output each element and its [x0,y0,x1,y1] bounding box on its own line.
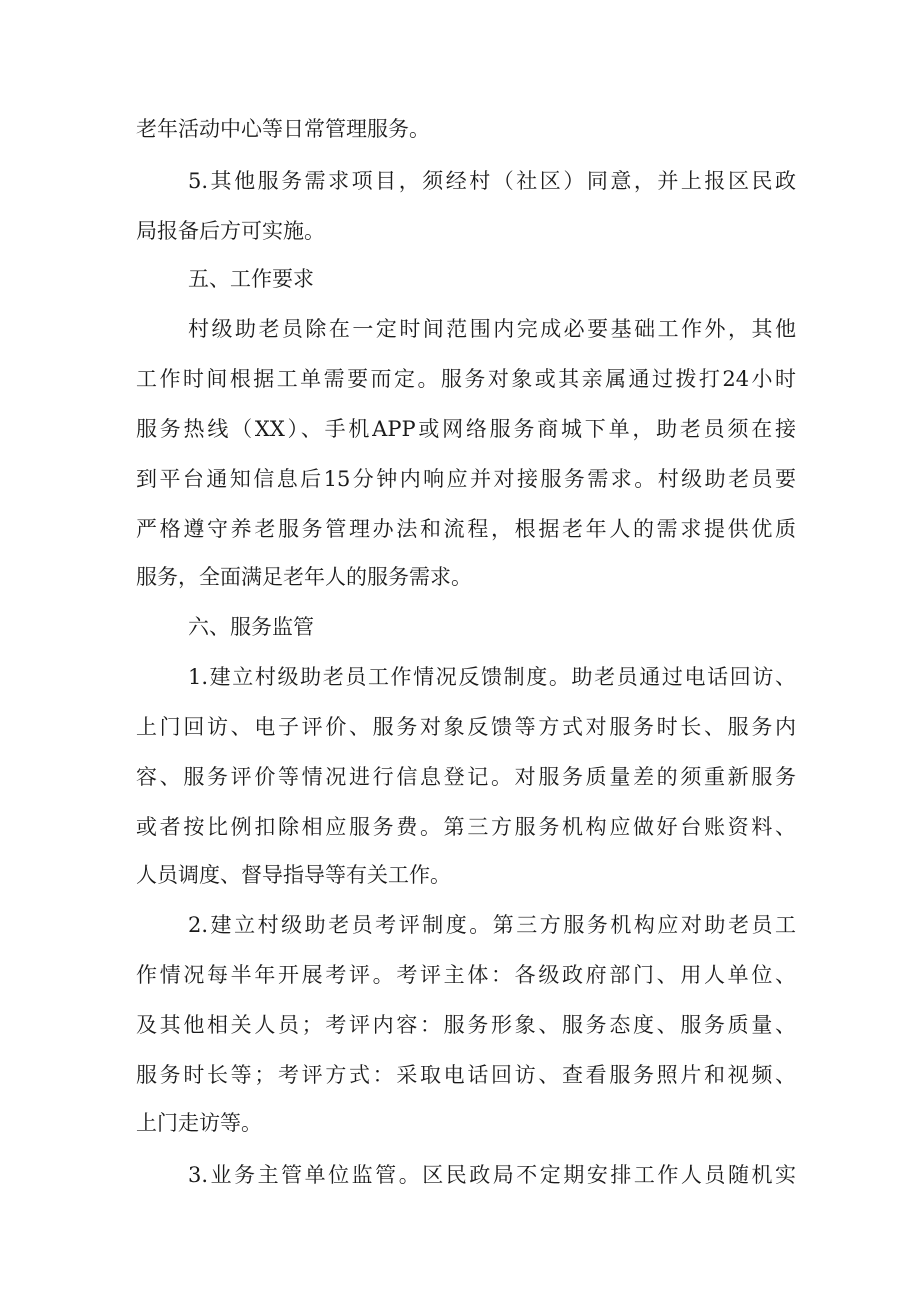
paragraph-line: 人员调度、督导指导等有关工作。 [136,863,451,887]
paragraph-line: 服务，全面满足老年人的服务需求。 [136,565,472,589]
paragraph-line: 服务热线（XX）、手机APP或网络服务商城下单，助老员须在接 [136,417,796,441]
paragraph-line: 上门走访等。 [136,1111,262,1135]
paragraph-line: 上门回访、电子评价、服务对象反馈等方式对服务时长、服务内 [136,715,796,739]
paragraph-line: 1.建立村级助老员工作情况反馈制度。助老员通过电话回访、 [188,665,796,689]
paragraph-line: 服务时长等；考评方式：采取电话回访、查看服务照片和视频、 [136,1063,796,1087]
paragraph-line: 2.建立村级助老员考评制度。第三方服务机构应对助老员工 [188,913,796,937]
paragraph-line: 局报备后方可实施。 [136,219,325,243]
paragraph-line: 或者按比例扣除相应服务费。第三方服务机构应做好台账资料、 [136,815,796,839]
paragraph-line: 作情况每半年开展考评。考评主体：各级政府部门、用人单位、 [136,963,796,987]
paragraph-line: 3.业务主管单位监管。区民政局不定期安排工作人员随机实 [188,1163,796,1187]
paragraph-line: 工作时间根据工单需要而定。服务对象或其亲属通过拨打24小时 [136,367,796,391]
section-heading: 五、工作要求 [188,267,314,291]
paragraph-line: 严格遵守养老服务管理办法和流程，根据老年人的需求提供优质 [136,517,796,541]
section-heading: 六、服务监管 [188,615,314,639]
paragraph-line: 5.其他服务需求项目，须经村（社区）同意，并上报区民政 [188,169,796,193]
paragraph-line: 容、服务评价等情况进行信息登记。对服务质量差的须重新服务 [136,765,796,789]
paragraph-line: 到平台通知信息后15分钟内响应并对接服务需求。村级助老员要 [136,467,796,491]
paragraph-line: 老年活动中心等日常管理服务。 [136,117,430,141]
paragraph-line: 及其他相关人员；考评内容：服务形象、服务态度、服务质量、 [136,1013,796,1037]
paragraph-line: 村级助老员除在一定时间范围内完成必要基础工作外，其他 [188,317,796,341]
